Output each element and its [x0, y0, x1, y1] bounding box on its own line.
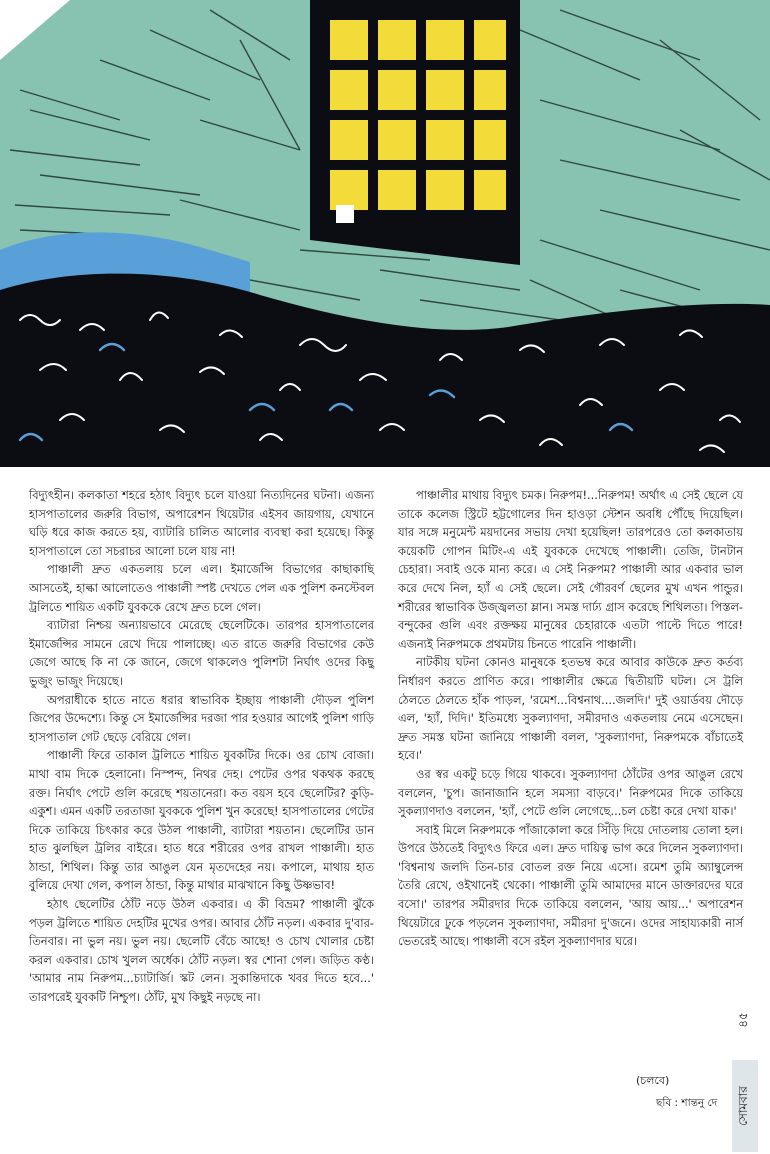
page-number-label: ৪৫	[736, 1012, 750, 1028]
paragraph: অপরাধীকে হাতে নাতে ধরার স্বাভাবিক ইচ্ছায় পাঞ্চালী দৌড়ল পুলিশ জিপের উদ্দেশ্যে। কিন্তু সে ইমার্জেন্সির দরজা পার হওয়ার আগেই পুলিশ গাড়ি হাসপাতাল গেট ছেড়ে বেরিয়ে গেল।	[29, 692, 374, 744]
paragraph: সবাই মিলে নিরুপমকে পাঁজাকোলা করে সিঁড়ি দিয়ে দোতলায় তোলা হল। উপরে উঠতেই বিদ্যুৎও ফিরে এল। দ্রুত দায়িত্ব ভাগ করে দিলেন সুকল্যাণদা। 'বিশ্বনাথ জলদি তিন-চার বোতল রক্ত নিয়ে এসো। রমেশ তুমি অ্যাম্বুলেন্স তৈরি রেখে, ওইখানেই থেকো। পাঞ্চালী তুমি আমাদের মানে ডাক্তারদের ঘরে বসো।' তারপর সমীরদার দিকে তাকিয়ে বললেন, 'আয় আয়...' অপারেশন থিয়েটারে ঢুকে পড়লেন সুকল্যাণদা, সমীরদা দু'জনে। ওদের সাহায্যকারী নার্স ভেতরেই আছে। পাঞ্চালী বসে রইল সুকল্যাণদার ঘরে।	[398, 822, 743, 949]
paragraph: ওর স্বর একটু চড়ে গিয়ে থাকবে। সুকল্যাণদা ঠোঁটের ওপর আঙুল রেখে বললেন, 'চুপ। জানাজানি হলে সমস্যা বাড়বে।' নিরুপমের দিকে তাকিয়ে সুকল্যাণদাও বললেন, 'হ্যাঁ, পেটে গুলি লেগেছে...চল চেষ্টা করে দেখা যাক।'	[398, 766, 743, 819]
paragraph: পাঞ্চালীর মাথায় বিদ্যুৎ চমক। নিরুপম!...নিরুপম! অর্থাৎ এ সেই ছেলে যে তাকে কলেজ স্ট্রিটে হট্টগোলের দিন হাওড়া স্টেশন অবধি পৌঁছে দিয়েছিল। যার সঙ্গে মনুমেন্ট ময়দানের সভায় দেখা হয়েছিল! তারপরেও তো কলকাতায় কয়েকটি গোপন মিটিং-এ এই যুবককে দেখেছে পাঞ্চালী। তেজি, টানটান চেহারা। সবাই ওকে মান্য করে। এ সেই নিরুপম? পাঞ্চালী আর একবার ভাল করে দেখে নিল, হ্যাঁ এ সেই ছেলে। সেই গৌরবর্ণ ছেলের মুখ এখন পান্ডুর। শরীরের স্বাভাবিক উজ্জ্বলতা ম্লান। সমস্ত দার্ঢ্য গ্রাস করেছে শিথিলতা। পিস্তল-বন্দুকের গুলি এবং রক্তক্ষয় মানুষের চেহারাকে এতটা পাল্টে দিতে পারে! এজন্যই নিরুপমকে প্রথমটায় চিনতে পারেনি পাঞ্চালী।	[398, 488, 743, 651]
paragraph: পাঞ্চালী দ্রুত একতলায় চলে এল। ইমার্জেন্সি বিভাগের কাছাকাছি আসতেই, হাল্কা আলোতেও পাঞ্চালী স্পষ্ট দেখতে পেল এক পুলিশ কনস্টেবল ট্রলিতে শায়িত একটি যুবককে রেখে দ্রুত চলে গেল।	[29, 562, 374, 614]
paragraph: বিদ্যুৎহীন। কলকাতা শহরে হঠাৎ বিদ্যুৎ চলে যাওয়া নিত্যদিনের ঘটনা। এজন্য হাসপাতালের জরুরি বিভাগ, অপারেশন থিয়েটার এইসব জায়গায়, যেখানে ঘড়ি ধরে কাজ করতে হয়, ব্যাটারি চালিত আলোর ব্যবস্থা করা হয়েছে। কিন্তু হাসপাতালে তো সচরাচর আলো চলে যায় না!	[29, 488, 374, 558]
paragraph: হঠাৎ ছেলেটির ঠোঁট নড়ে উঠল একবার। এ কী বিভ্রম? পাঞ্চালী ঝুঁকে পড়ল ট্রলিতে শায়িত দেহটির মুখের ওপর। আবার ঠোঁট নড়ল। একবার দু'বার-তিনবার। না ভুল নয়। ভুল নয়। ছেলেটি বেঁচে আছে! ও চোখ খোলার চেষ্টা করল একবার। চোখ খুলল অর্ধেক। ঠোঁট নড়ল। স্বর শোনা গেল। জড়িত কণ্ঠ। 'আমার নাম নিরুপম...চ্যাটার্জি। স্কট লেন। সুকান্তিদাকে খবর দিতে হবে...' তারপরেই যুবকটি নিশ্চুপ। ঠোঁট, মুখ কিছুই নড়ছে না।	[29, 897, 374, 1005]
article-column-right	[398, 486, 743, 951]
page-number	[734, 1006, 756, 1034]
article-column-left	[29, 486, 374, 1007]
paragraph: নাটকীয় ঘটনা কোনও মানুষকে হতভম্ব করে আবার কাউকে দ্রুত কর্তব্য নির্ধারণ করতে প্রাণিত করে। পাঞ্চালীর ক্ষেত্রে দ্বিতীয়টি ঘটল। সে ট্রলি ঠেলতে ঠেলতে হাঁক পাড়ল, 'রমেশ...বিশ্বনাথ....জলদি।' দুই ওয়ার্ডবয় দৌড়ে এল, 'হ্যাঁ, দিদি।' ইতিমধ্যে সুকল্যাণদা, সমীরদাও একতলায় নেমে এসেছেন। দ্রুত সমস্ত ঘটনা জানিয়ে পাঞ্চালী বলল, 'সুকল্যাণদা, নিরুপমকে বাঁচাতেই হবে।'	[398, 655, 743, 763]
paragraph: পাঞ্চালী ফিরে তাকাল ট্রলিতে শায়িত যুবকটির দিকে। ওর চোখ বোজা। মাথা বাম দিকে হেলানো। নিস্পন্দ, নিথর দেহ। পেটের ওপর থকথক করছে রক্ত। নির্ঘাৎ পেটে গুলি করেছে শয়তানেরা। কত বয়স হবে ছেলেটির? কুড়ি-একুশ। এমন একটি তরতাজা যুবককে পুলিশ খুন করেছে! হাসপাতালের গেটের দিকে তাকিয়ে চিৎকার করে উঠল পাঞ্চালী, ব্যাটারা শয়তান। ছেলেটির ডান হাত ঝুলছিল ট্রলির বাইরে। হাত ধরে শরীরের ওপর রাখল পাঞ্চালী। হাত ঠান্ডা, শিথিল। কিন্তু তার আঙুল যেন মৃতদেহের নয়। কপালে, মাথায় হাত বুলিয়ে দেখা গেল, কপাল ঠান্ডা, কিন্তু মাথার মাঝখানে কিছু উষ্ণভাব!	[29, 748, 375, 893]
continued-note: (চলবে)	[636, 1074, 670, 1087]
illustration-credit: ছবি : শান্তনু দে	[656, 1097, 718, 1109]
header-illustration	[0, 0, 770, 467]
magazine-brand-tab	[732, 1060, 758, 1152]
paragraph: ব্যাটারা নিশ্চয় অন্যায়ভাবে মেরেছে ছেলেটিকে। তারপর হাসপাতালের ইমার্জেন্সির সামনে রেখে দিয়ে পালাচ্ছে। এত রাতে জরুরি বিভাগের কেউ জেগে আছে কি না কে জানে, জেগে থাকলেও পুলিশটা নির্ঘাৎ ওদের কিছু ভুজুং ভাজুং দিয়েছে।	[29, 618, 374, 688]
magazine-brand-label: সোমবার	[736, 1086, 750, 1126]
